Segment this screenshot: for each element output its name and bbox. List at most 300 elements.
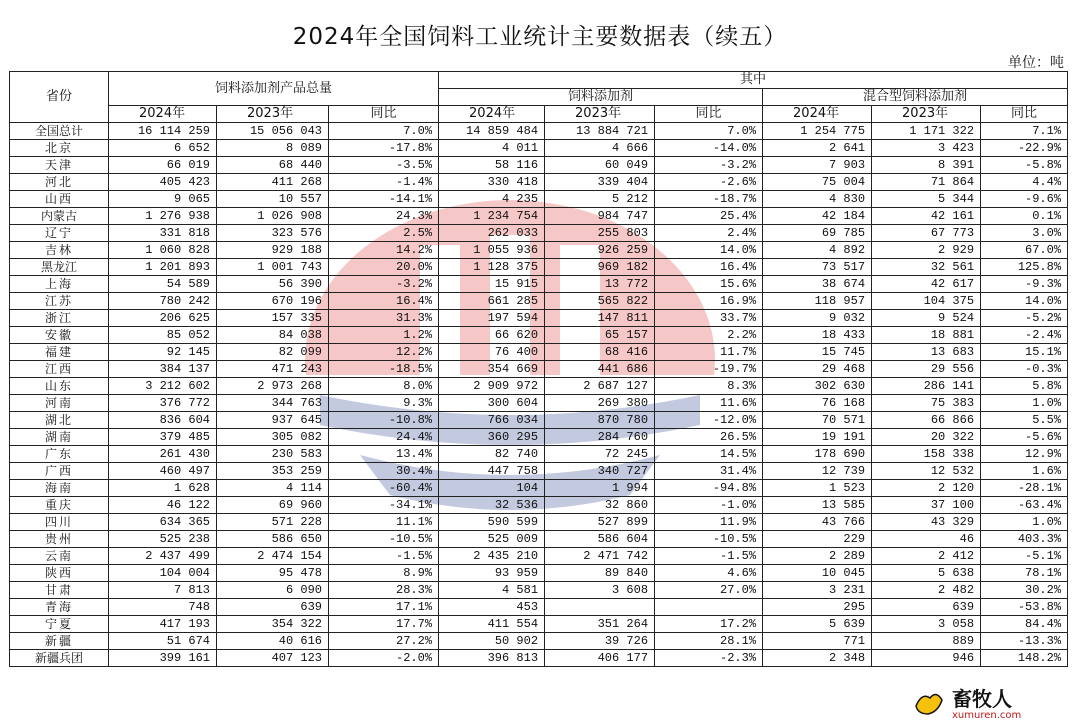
cell-additive-2024: 1 234 754 [439,208,545,225]
cell-mixed-yoy: -13.3% [981,633,1068,650]
cell-mixed-2024: 29 468 [763,361,872,378]
cell-additive-2024: 1 055 936 [439,242,545,259]
cell-additive-yoy: 28.1% [655,633,763,650]
cell-additive-yoy: 33.7% [655,310,763,327]
cell-total-2023: 68 440 [217,157,329,174]
cell-mixed-2024: 19 191 [763,429,872,446]
cell-total-2023: 929 188 [217,242,329,259]
cell-total-yoy: 9.3% [329,395,439,412]
cell-mixed-2023: 5 344 [872,191,981,208]
cell-province: 新疆兵团 [10,650,109,667]
cell-additive-2024: 354 669 [439,361,545,378]
cell-total-yoy: -14.1% [329,191,439,208]
cell-additive-2023: 255 803 [545,225,655,242]
header-additive-2023: 2023年 [545,106,655,123]
table-row [10,582,1068,599]
cell-mixed-2023: 75 383 [872,395,981,412]
cell-total-2023: 15 056 043 [217,123,329,140]
cell-additive-2024: 300 604 [439,395,545,412]
cell-total-2024: 261 430 [109,446,217,463]
cell-additive-2023: 269 380 [545,395,655,412]
cell-mixed-2024: 9 032 [763,310,872,327]
cell-additive-yoy: 27.0% [655,582,763,599]
table-row [10,446,1068,463]
cell-total-2023: 323 576 [217,225,329,242]
cell-total-2024: 1 060 828 [109,242,217,259]
unit-label: 单位：吨 [1008,55,1064,71]
cell-additive-yoy [655,599,763,616]
cell-mixed-2023: 46 [872,531,981,548]
table-row [10,157,1068,174]
cell-mixed-2024: 2 289 [763,548,872,565]
cell-total-2024: 16 114 259 [109,123,217,140]
cell-additive-yoy: 31.4% [655,463,763,480]
cell-total-2024: 634 365 [109,514,217,531]
cell-additive-yoy: -14.0% [655,140,763,157]
header-additive-yoy: 同比 [655,106,763,123]
cell-additive-2024: 104 [439,480,545,497]
cell-additive-yoy: 15.6% [655,276,763,293]
cell-mixed-2024: 73 517 [763,259,872,276]
cell-total-yoy: 17.7% [329,616,439,633]
table-row [10,310,1068,327]
cell-mixed-yoy: 14.0% [981,293,1068,310]
cell-province: 山东 [10,378,109,395]
cell-mixed-yoy: 67.0% [981,242,1068,259]
cell-additive-2024: 262 033 [439,225,545,242]
cell-mixed-2024: 3 231 [763,582,872,599]
table-row [10,497,1068,514]
cell-additive-2023: 60 049 [545,157,655,174]
cell-total-2024: 2 437 499 [109,548,217,565]
cell-additive-yoy: 11.7% [655,344,763,361]
cell-total-2023: 571 228 [217,514,329,531]
cell-total-2024: 460 497 [109,463,217,480]
cell-total-yoy: -18.5% [329,361,439,378]
cell-mixed-2023: 8 391 [872,157,981,174]
cell-mixed-2023: 2 482 [872,582,981,599]
cell-province: 云南 [10,548,109,565]
cell-additive-2023: 870 780 [545,412,655,429]
cell-total-yoy: 11.1% [329,514,439,531]
cell-total-2023: 411 268 [217,174,329,191]
cell-mixed-2023: 889 [872,633,981,650]
cell-additive-yoy: -2.3% [655,650,763,667]
table-row [10,327,1068,344]
cell-additive-yoy: 4.6% [655,565,763,582]
cell-total-2024: 66 019 [109,157,217,174]
header-additive-group: 饲料添加剂 [439,89,763,106]
cell-total-2023: 937 645 [217,412,329,429]
cell-additive-2024: 396 813 [439,650,545,667]
cell-total-2024: 92 145 [109,344,217,361]
cell-additive-2024: 2 435 210 [439,548,545,565]
cell-additive-yoy: 25.4% [655,208,763,225]
cell-total-2024: 525 238 [109,531,217,548]
cell-province: 福建 [10,344,109,361]
cell-mixed-2023: 158 338 [872,446,981,463]
cell-additive-2024: 447 758 [439,463,545,480]
cell-total-2024: 9 065 [109,191,217,208]
cell-mixed-2024: 18 433 [763,327,872,344]
cell-additive-yoy: -2.6% [655,174,763,191]
cell-additive-yoy: 16.9% [655,293,763,310]
cell-mixed-yoy: 4.4% [981,174,1068,191]
cell-mixed-2024: 7 903 [763,157,872,174]
cell-total-2023: 344 763 [217,395,329,412]
cell-mixed-2024: 38 674 [763,276,872,293]
cell-mixed-2023: 3 058 [872,616,981,633]
table-row [10,395,1068,412]
cell-total-2024: 405 423 [109,174,217,191]
cell-additive-yoy: 8.3% [655,378,763,395]
cell-total-yoy: 12.2% [329,344,439,361]
cell-additive-yoy: -19.7% [655,361,763,378]
cell-additive-2023: 32 860 [545,497,655,514]
cell-mixed-2023: 37 100 [872,497,981,514]
table-body [10,123,1068,667]
cell-total-2024: 780 242 [109,293,217,310]
cell-total-yoy: -2.0% [329,650,439,667]
table-row [10,412,1068,429]
cell-mixed-2024: 10 045 [763,565,872,582]
cell-total-yoy: -60.4% [329,480,439,497]
cell-additive-2023: 351 264 [545,616,655,633]
cell-mixed-2023: 5 638 [872,565,981,582]
cell-total-2024: 399 161 [109,650,217,667]
cell-mixed-yoy: -2.4% [981,327,1068,344]
cell-additive-2023: 39 726 [545,633,655,650]
cell-additive-2023: 527 899 [545,514,655,531]
cell-total-yoy: 2.5% [329,225,439,242]
cell-additive-yoy: 11.9% [655,514,763,531]
cell-total-2024: 384 137 [109,361,217,378]
cell-total-2023: 157 335 [217,310,329,327]
table-row [10,191,1068,208]
table-row [10,174,1068,191]
header-province: 省份 [10,72,109,123]
cell-additive-2023: 984 747 [545,208,655,225]
cell-total-2024: 3 212 602 [109,378,217,395]
header-mixed-group: 混合型饲料添加剂 [763,89,1068,106]
cell-additive-2024: 2 909 972 [439,378,545,395]
cell-total-yoy: 17.1% [329,599,439,616]
cell-province: 内蒙古 [10,208,109,225]
cell-additive-2023: 13 884 721 [545,123,655,140]
cell-province: 江西 [10,361,109,378]
table-row [10,599,1068,616]
table-row [10,548,1068,565]
cell-additive-2023: 926 259 [545,242,655,259]
table-row [10,480,1068,497]
cell-total-2023: 586 650 [217,531,329,548]
cell-additive-2023: 406 177 [545,650,655,667]
cell-additive-2024: 766 034 [439,412,545,429]
cell-mixed-2023: 946 [872,650,981,667]
header-total-group: 饲料添加剂产品总量 [109,72,439,106]
cell-additive-2024: 50 902 [439,633,545,650]
page-title: 2024年全国饲料工业统计主要数据表（续五） [292,24,788,50]
cell-additive-2023: 340 727 [545,463,655,480]
cell-total-2023: 84 038 [217,327,329,344]
cell-mixed-2024: 76 168 [763,395,872,412]
cell-mixed-2023: 20 322 [872,429,981,446]
cell-total-yoy: 20.0% [329,259,439,276]
cell-province: 浙江 [10,310,109,327]
cell-mixed-yoy: -9.6% [981,191,1068,208]
cell-total-yoy: 8.0% [329,378,439,395]
cell-total-2023: 6 090 [217,582,329,599]
cell-additive-2023: 2 471 742 [545,548,655,565]
cell-additive-2024: 32 536 [439,497,545,514]
cell-total-2024: 6 652 [109,140,217,157]
cell-total-2023: 354 322 [217,616,329,633]
cell-mixed-2024: 69 785 [763,225,872,242]
cell-total-yoy: -3.2% [329,276,439,293]
cell-mixed-yoy: 3.0% [981,225,1068,242]
cell-mixed-2023: 2 412 [872,548,981,565]
cell-additive-2023: 89 840 [545,565,655,582]
cell-mixed-2024: 771 [763,633,872,650]
table-row [10,225,1068,242]
cell-additive-2023: 586 604 [545,531,655,548]
cell-total-yoy: -10.5% [329,531,439,548]
cell-total-2023: 1 026 908 [217,208,329,225]
cell-mixed-2023: 32 561 [872,259,981,276]
cell-mixed-2023: 9 524 [872,310,981,327]
cell-additive-2024: 453 [439,599,545,616]
cell-mixed-2024: 43 766 [763,514,872,531]
logo-site: xumuren.com [952,710,1022,720]
table-row [10,633,1068,650]
cell-additive-2023: 339 404 [545,174,655,191]
cell-province: 黑龙江 [10,259,109,276]
cell-total-2023: 670 196 [217,293,329,310]
cell-mixed-yoy: 5.5% [981,412,1068,429]
table-row [10,650,1068,667]
cell-province: 海南 [10,480,109,497]
cell-mixed-2023: 2 120 [872,480,981,497]
table-row [10,378,1068,395]
table-row [10,242,1068,259]
cell-total-yoy: -1.4% [329,174,439,191]
cell-mixed-yoy: 30.2% [981,582,1068,599]
header-mixed-yoy: 同比 [981,106,1068,123]
cell-additive-2024: 82 740 [439,446,545,463]
cell-additive-2023: 13 772 [545,276,655,293]
header-mixed-2024: 2024年 [763,106,872,123]
header-total-2024: 2024年 [109,106,217,123]
table-row [10,293,1068,310]
cell-additive-yoy: -94.8% [655,480,763,497]
cell-total-2023: 639 [217,599,329,616]
cell-total-2023: 56 390 [217,276,329,293]
cell-additive-yoy: 14.5% [655,446,763,463]
header-mixed-2023: 2023年 [872,106,981,123]
cell-additive-2024: 15 915 [439,276,545,293]
cell-additive-2023: 4 666 [545,140,655,157]
cell-mixed-yoy: -63.4% [981,497,1068,514]
cell-additive-2024: 197 594 [439,310,545,327]
cell-total-2024: 376 772 [109,395,217,412]
cell-mixed-yoy: -53.8% [981,599,1068,616]
cell-mixed-2024: 2 348 [763,650,872,667]
cell-province: 北京 [10,140,109,157]
cell-mixed-2024: 15 745 [763,344,872,361]
cell-mixed-yoy: -28.1% [981,480,1068,497]
cell-total-yoy: 30.4% [329,463,439,480]
cell-mixed-yoy: 84.4% [981,616,1068,633]
cell-province: 重庆 [10,497,109,514]
cell-additive-yoy: 11.6% [655,395,763,412]
cell-province: 青海 [10,599,109,616]
cell-province: 陕西 [10,565,109,582]
table-row [10,531,1068,548]
cell-mixed-2024: 229 [763,531,872,548]
cell-total-2024: 206 625 [109,310,217,327]
cell-mixed-2023: 13 683 [872,344,981,361]
cell-additive-yoy: 16.4% [655,259,763,276]
header-total-yoy: 同比 [329,106,439,123]
cell-additive-yoy: -3.2% [655,157,763,174]
cell-total-yoy: -34.1% [329,497,439,514]
cell-province: 河南 [10,395,109,412]
cell-additive-2024: 411 554 [439,616,545,633]
cell-additive-2024: 4 235 [439,191,545,208]
cell-province: 贵州 [10,531,109,548]
cell-total-2024: 417 193 [109,616,217,633]
cell-additive-2023: 969 182 [545,259,655,276]
cell-total-2023: 305 082 [217,429,329,446]
cell-province: 上海 [10,276,109,293]
cell-total-yoy: 7.0% [329,123,439,140]
cell-total-yoy: 28.3% [329,582,439,599]
cell-mixed-yoy: -9.3% [981,276,1068,293]
cell-total-2023: 230 583 [217,446,329,463]
cell-mixed-2024: 1 523 [763,480,872,497]
cell-total-2024: 331 818 [109,225,217,242]
cell-province: 广东 [10,446,109,463]
cell-total-2024: 748 [109,599,217,616]
feed-additive-table [9,71,1068,667]
cell-total-2024: 1 201 893 [109,259,217,276]
cell-province: 河北 [10,174,109,191]
cell-additive-2024: 58 116 [439,157,545,174]
cell-total-2023: 4 114 [217,480,329,497]
cell-additive-2024: 14 859 484 [439,123,545,140]
cell-mixed-2023: 12 532 [872,463,981,480]
cell-mixed-yoy: 148.2% [981,650,1068,667]
cell-additive-yoy: 14.0% [655,242,763,259]
cell-additive-yoy: -1.0% [655,497,763,514]
cell-mixed-2023: 66 866 [872,412,981,429]
cell-total-2024: 1 276 938 [109,208,217,225]
cell-province: 四川 [10,514,109,531]
cell-additive-2023: 1 994 [545,480,655,497]
cell-total-yoy: 8.9% [329,565,439,582]
cell-total-yoy: 31.3% [329,310,439,327]
cell-total-2024: 7 813 [109,582,217,599]
cell-mixed-2023: 71 864 [872,174,981,191]
cell-mixed-2023: 29 556 [872,361,981,378]
cell-total-yoy: -3.5% [329,157,439,174]
cell-mixed-2024: 42 184 [763,208,872,225]
cell-mixed-yoy: 1.0% [981,514,1068,531]
cell-additive-2023: 147 811 [545,310,655,327]
cell-mixed-2023: 104 375 [872,293,981,310]
cell-mixed-2024: 75 004 [763,174,872,191]
cell-total-2023: 407 123 [217,650,329,667]
cell-total-2024: 51 674 [109,633,217,650]
cell-total-yoy: 1.2% [329,327,439,344]
cell-province: 湖北 [10,412,109,429]
cell-mixed-yoy: 1.6% [981,463,1068,480]
cell-additive-2024: 590 599 [439,514,545,531]
cell-province: 甘肃 [10,582,109,599]
cell-total-2024: 54 589 [109,276,217,293]
table-row [10,259,1068,276]
cell-mixed-yoy: -5.8% [981,157,1068,174]
cell-additive-2024: 4 011 [439,140,545,157]
cell-additive-2023 [545,599,655,616]
cell-mixed-2024: 4 892 [763,242,872,259]
cell-mixed-2024: 295 [763,599,872,616]
cell-mixed-yoy: -5.1% [981,548,1068,565]
table-row [10,463,1068,480]
cell-additive-yoy: 17.2% [655,616,763,633]
cell-mixed-yoy: -0.3% [981,361,1068,378]
cell-province: 江苏 [10,293,109,310]
cell-additive-2023: 565 822 [545,293,655,310]
cell-total-2023: 10 557 [217,191,329,208]
table-row [10,123,1068,140]
cell-mixed-2024: 4 830 [763,191,872,208]
cell-total-2024: 85 052 [109,327,217,344]
cell-total-yoy: 14.2% [329,242,439,259]
cell-mixed-2023: 42 161 [872,208,981,225]
cell-mixed-2024: 2 641 [763,140,872,157]
cell-province: 广西 [10,463,109,480]
cell-mixed-2024: 302 630 [763,378,872,395]
cell-total-2024: 104 004 [109,565,217,582]
cell-mixed-2023: 2 929 [872,242,981,259]
cell-mixed-yoy: -5.2% [981,310,1068,327]
cell-total-2023: 69 960 [217,497,329,514]
header-total-2023: 2023年 [217,106,329,123]
cell-total-2023: 2 474 154 [217,548,329,565]
cell-additive-2023: 284 760 [545,429,655,446]
cell-additive-yoy: 26.5% [655,429,763,446]
cell-total-yoy: 24.3% [329,208,439,225]
cell-total-2023: 2 973 268 [217,378,329,395]
cell-additive-2023: 3 608 [545,582,655,599]
cell-mixed-2024: 178 690 [763,446,872,463]
cell-total-2023: 471 243 [217,361,329,378]
cell-total-yoy: -1.5% [329,548,439,565]
cell-total-2024: 1 628 [109,480,217,497]
cell-mixed-2023: 639 [872,599,981,616]
cell-mixed-2023: 67 773 [872,225,981,242]
cell-additive-2023: 68 416 [545,344,655,361]
cell-mixed-yoy: -22.9% [981,140,1068,157]
cell-additive-yoy: -1.5% [655,548,763,565]
cell-mixed-2023: 3 423 [872,140,981,157]
cell-additive-2023: 5 212 [545,191,655,208]
table-row [10,140,1068,157]
cell-total-yoy: 24.4% [329,429,439,446]
cell-additive-2024: 330 418 [439,174,545,191]
cell-province: 新疆 [10,633,109,650]
